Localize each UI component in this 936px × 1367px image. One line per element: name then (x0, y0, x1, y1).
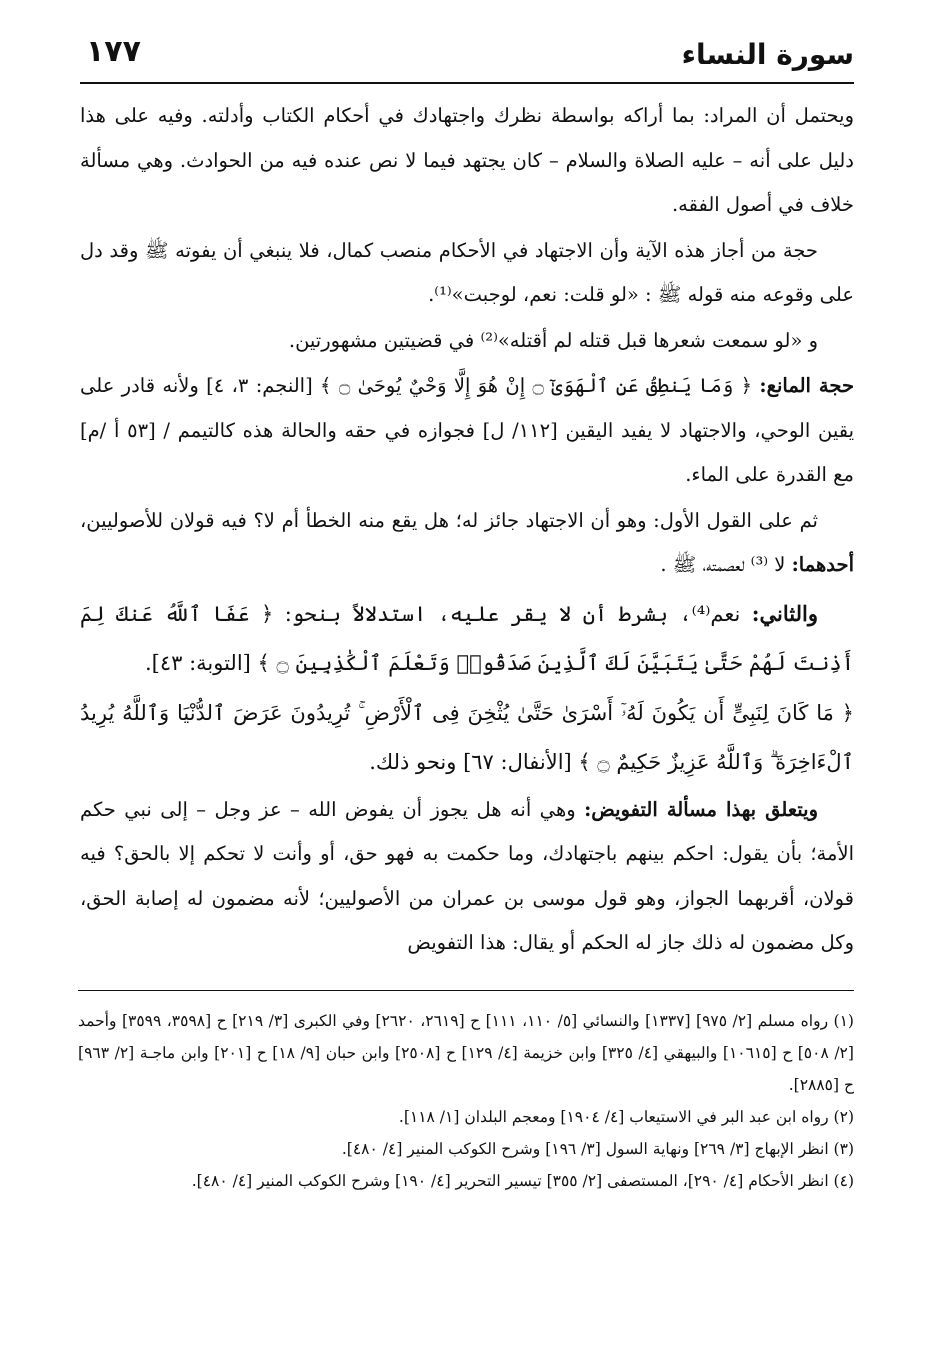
page-number: ١٧٧ (86, 34, 141, 69)
paragraph-5 (80, 499, 854, 588)
paragraph-7: ﴿ مَا كَانَ لِنَبِىٍّ أَن يَكُونَ لَهُۥٓ أَسْرَىٰ حَتَّىٰ يُثْخِنَ فِى ٱلْأَرْضِ ۚ تُرِيدُونَ عَرَضَ ٱلدُّنْيَا وَٱللَّهُ يُرِيدُ ٱلْءَاخِرَةَ ۗ وَٱللَّهُ عَزِيزٌ حَكِيمٌ ۝ ﴾ [الأنفال: ٦٧] ونحو ذلك. (80, 700, 854, 774)
paragraph-4 (80, 364, 854, 498)
paragraph-2: حجة من أجاز هذه الآية وأن الاجتهاد في الأحكام منصب كمال، فلا ينبغي أن يفوته ﷺ وقد دل على وقوعه منه قوله ﷺ : «لو قلت: نعم، لوجبت»⁽¹⁾. (80, 238, 854, 306)
paragraph-8 (80, 788, 854, 966)
delegation-issue-label: ويتعلق بهذا مسألة التفويض: (584, 797, 818, 821)
footnote-2: (٢) رواه ابن عبد البر في الاستيعاب [٤/ ١٩٠٤] ومعجم البلدان [١/ ١١٨]. (398, 1108, 854, 1126)
main-text (80, 94, 854, 966)
paragraph-8-text: وهي أنه هل يجوز أن يفوض الله – عز وجل – إلى نبي حكم الأمة؛ بأن يقول: احكم بينهم باجتهادك، وما حكمت به فهو حق، أو وأنت لا تحكم إلا بالحق؟ فيه قولان، أقربهما الجواز، وهو قول موسى بن عمران من الأصوليين؛ لأنه مضمون له إصابة الحق، وكل مضمون له ذلك جاز له الحكم أو يقال: هذا التفويض (80, 797, 854, 954)
surah-title: سورة النساء (681, 38, 854, 71)
argument-label: حجة المانع: (759, 374, 854, 397)
paragraph-5-text-b: لا ⁽³⁾ لعصمته، ﷺ . (660, 553, 792, 576)
paragraph-6-text: نعم⁽⁴⁾، بشرط أن لا يقر عليه، استدلالاً بنحو: ﴿ عَفَا ٱللَّهُ عَنكَ لِمَ أَذِنتَ لَهُمْ حَتَّىٰ يَتَبَيَّنَ لَكَ ٱلَّذِينَ صَدَقُوا۟ وَتَعْلَمَ ٱلْكَٰذِبِينَ ۝ ﴾ [التوبة: ٤٣]. (80, 601, 854, 675)
page-header (80, 32, 854, 84)
footnote-1: (١) رواه مسلم [٢/ ٩٧٥] [١٣٣٧] والنسائي [٥/ ١١٠، ١١١] ح [٢٦١٩، ٢٦٢٠] وفي الكبرى [٣/ ٢١٩] ح [٣٥٩٨، ٣٥٩٩] وأحمد [٢/ ٥٠٨] ح [١٠٦١٥] والبيهقي [٤/ ٣٢٥] وابن خزيمة [٤/ ١٢٩] ح [٢٥٠٨] وابن حبان [٩/ ١٨] ح [٢٠١] وابن ماجـة [٢/ ٩٦٣] ح [٢٨٨٥]. (78, 1012, 854, 1094)
paragraph-3: و «لو سمعت شعرها قبل قتله لم أقتله»⁽²⁾ في قضيتين مشهورتين. (288, 328, 818, 352)
second-opinion-label: والثاني: (751, 600, 818, 626)
paragraph-1: ويحتمل أن المراد: بما أراكه بواسطة نظرك واجتهادك في أحكام الكتاب وأدلته. وفيه على هذا دليل على أنه – عليه الصلاة والسلام – كان يجتهد فيما لا نص عنده فيه من الحوادث. وهي مسألة خلاف في أصول الفقه. (80, 104, 854, 216)
paragraph-6 (80, 589, 854, 688)
footnote-3: (٣) انظر الإبهاج [٣/ ٢٦٩] ونهاية السول [٣/ ١٩٦] وشرح الكوكب المنير [٤/ ٤٨٠]. (341, 1140, 854, 1158)
paragraph-4-text: ﴿ وَمَا يَنطِقُ عَنِ ٱلْهَوَىٰٓ ۝ إِنْ هُوَ إِلَّا وَحْيٌ يُوحَىٰ ۝ ﴾ [النجم: ٣، ٤] ولأنه قادر على يقين الوحي، والاجتهاد لا يفيد اليقين [١١٢/ ل] فجوازه في حقه والحالة هذه كالتيمم / [٥٣ أ /م] مع القدرة على الماء. (80, 374, 854, 486)
footnotes (78, 990, 854, 1197)
first-opinion-label: أحدهما: (791, 553, 854, 576)
paragraph-5-text-a: ثم على القول الأول: وهو أن الاجتهاد جائز له؛ هل يقع منه الخطأ أم لا؟ فيه قولان للأصوليين، (80, 508, 818, 532)
footnote-4: (٤) انظر الأحكام [٤/ ٢٩٠]، المستصفى [٢/ ٣٥٥] تيسير التحرير [٤/ ١٩٠] وشرح الكوكب المنير [٤/ ٤٨٠]. (191, 1172, 854, 1190)
